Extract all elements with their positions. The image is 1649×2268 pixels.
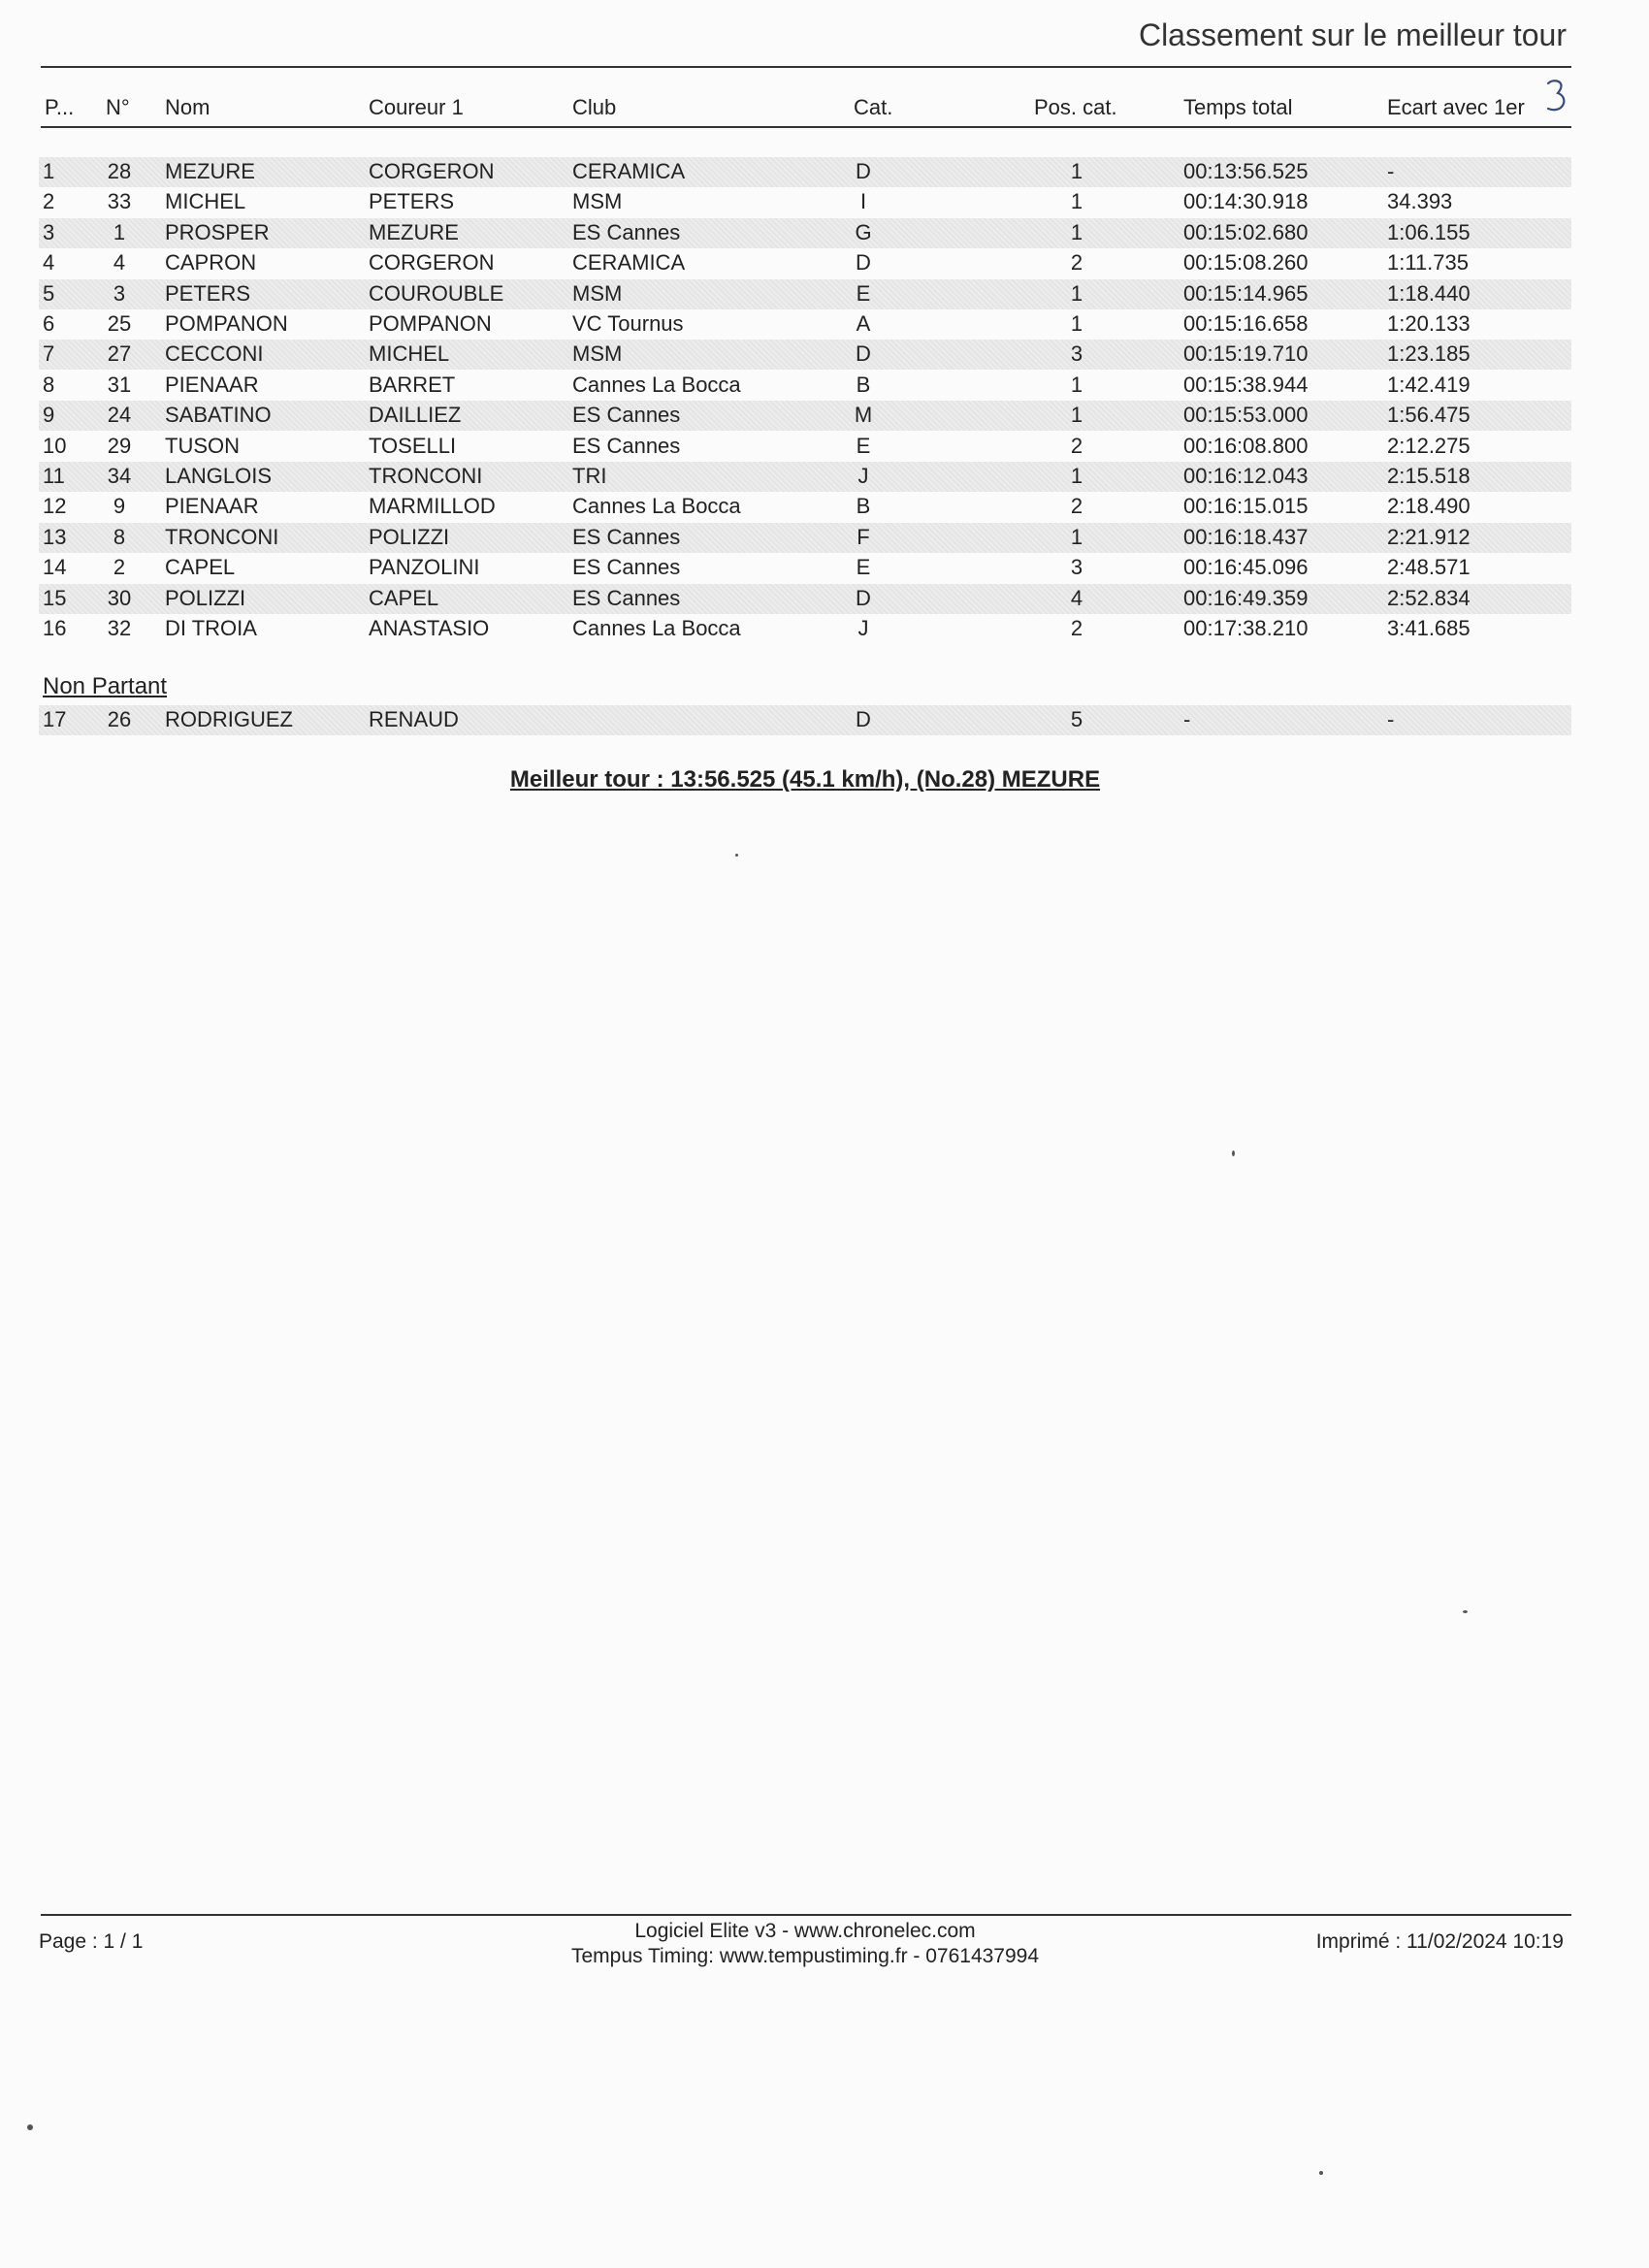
cell-temps: 00:15:19.710 [1183,341,1309,367]
cell-temps: 00:16:49.359 [1183,585,1309,610]
cell-coureur: MEZURE [369,219,459,244]
cell-poscat: 1 [1070,219,1083,244]
cell-no: 28 [107,159,132,183]
cell-temps: 00:15:02.680 [1183,219,1309,244]
col-header-coureur: Coureur 1 [369,95,464,119]
cell-cat: J [857,616,869,640]
cell-nom: MEZURE [165,159,255,183]
cell-nom: CAPRON [165,250,257,275]
cell-nom: MICHEL [165,189,246,214]
cell-cat: A [856,311,871,336]
cell-club: MSM [572,189,623,214]
cell-poscat: 2 [1070,616,1083,640]
cell-pos: 17 [43,707,67,731]
cell-pos: 4 [43,250,55,275]
cell-ecart: - [1387,707,1395,731]
cell-no: 26 [107,707,132,731]
cell-cat: B [856,372,871,397]
table-row [39,553,1571,583]
cell-no: 31 [107,372,132,397]
cell-pos: 7 [43,341,55,367]
cell-coureur: PANZOLINI [369,555,480,580]
cell-cat: E [856,433,871,458]
software-line-2: Tempus Timing: www.tempustiming.fr - 0761437994 [570,1945,1040,1967]
cell-no: 25 [107,311,132,336]
cell-pos: 1 [43,159,55,183]
cell-club: CERAMICA [572,250,686,275]
cell-ecart: 1:11.735 [1387,250,1470,275]
col-header-pos: P... [45,95,75,119]
table-row [39,523,1571,553]
cell-no: 9 [113,494,126,519]
cell-coureur: POLIZZI [369,524,450,549]
table-row [39,401,1571,431]
cell-poscat: 1 [1070,403,1083,428]
col-header-ecart: Ecart avec 1er [1387,95,1525,119]
cell-ecart: 3:41.685 [1387,616,1471,640]
cell-club: ES Cannes [572,555,681,580]
cell-poscat: 1 [1070,372,1083,397]
cell-cat: E [856,280,871,306]
table-row [39,462,1571,492]
table-row [39,614,1571,644]
cell-poscat: 1 [1070,311,1083,336]
cell-temps: 00:15:14.965 [1183,280,1309,306]
cell-ecart: 2:48.571 [1387,555,1471,580]
scan-speck [1319,2171,1323,2175]
cell-club: Cannes La Bocca [572,494,741,519]
cell-nom: TUSON [165,433,240,458]
cell-nom: PIENAAR [165,494,259,519]
table-row [39,187,1571,217]
cell-temps: 00:15:53.000 [1183,403,1309,428]
cell-coureur: COUROUBLE [369,280,504,306]
cell-club: ES Cannes [572,585,681,610]
cell-cat: E [856,555,871,580]
cell-ecart: 2:18.490 [1387,494,1471,519]
cell-temps: 00:16:12.043 [1183,464,1309,488]
cell-poscat: 4 [1070,585,1083,610]
page-number: Page : 1 / 1 [39,1930,144,1953]
cell-pos: 10 [43,433,67,458]
cell-nom: DI TROIA [165,616,257,640]
cell-poscat: 2 [1070,250,1083,275]
col-header-poscat: Pos. cat. [1034,95,1117,119]
cell-poscat: 2 [1070,433,1083,458]
cell-no: 27 [107,341,132,367]
cell-coureur: TOSELLI [369,433,457,458]
cell-no: 30 [107,585,132,610]
cell-cat: I [859,189,867,214]
cell-coureur: CAPEL [369,585,439,610]
cell-coureur: CORGERON [369,250,495,275]
cell-club: VC Tournus [572,311,684,336]
cell-cat: D [856,341,871,367]
cell-temps: 00:16:08.800 [1183,433,1309,458]
cell-pos: 15 [43,585,67,610]
header-rule-top [41,66,1571,68]
col-header-club: Club [572,95,617,119]
table-row [39,371,1571,401]
table-row [39,279,1571,309]
cell-no: 29 [107,433,132,458]
cell-temps: 00:16:18.437 [1183,524,1309,549]
best-lap-summary: Meilleur tour : 13:56.525 (45.1 km/h), (No.28) MEZURE [509,766,1101,793]
cell-cat: D [856,707,871,731]
cell-poscat: 3 [1070,341,1083,367]
software-line-1: Logiciel Elite v3 - www.chronelec.com [634,1920,976,1942]
cell-club: MSM [572,280,623,306]
cell-poscat: 3 [1070,555,1083,580]
cell-cat: D [856,159,871,183]
cell-ecart: 2:21.912 [1387,524,1471,549]
cell-coureur: MARMILLOD [369,494,496,519]
non-partant-label: Non Partant [43,673,168,699]
cell-no: 8 [113,524,126,549]
header-rule-bottom [41,126,1571,128]
table-row [39,340,1571,370]
cell-poscat: 2 [1070,494,1083,519]
cell-nom: RODRIGUEZ [165,707,293,731]
cell-club: CERAMICA [572,159,686,183]
cell-coureur: CORGERON [369,159,495,183]
cell-temps: 00:15:38.944 [1183,372,1309,397]
software-credit [466,1919,1145,1969]
page-title: Classement sur le meilleur tour [1138,17,1567,52]
cell-pos: 6 [43,311,55,336]
cell-nom: PIENAAR [165,372,259,397]
cell-coureur: ANASTASIO [369,616,490,640]
cell-pos: 5 [43,280,55,306]
cell-cat: D [856,250,871,275]
cell-pos: 9 [43,403,55,428]
cell-nom: LANGLOIS [165,464,273,488]
cell-poscat: 1 [1070,464,1083,488]
cell-ecart: 34.393 [1387,189,1453,214]
non-partant-row [39,705,1571,735]
cell-coureur: DAILLIEZ [369,403,462,428]
cell-coureur: POMPANON [369,311,492,336]
cell-poscat: 1 [1070,159,1083,183]
cell-pos: 13 [43,524,67,549]
cell-pos: 12 [43,494,67,519]
cell-cat: D [856,585,871,610]
cell-poscat: 1 [1070,280,1083,306]
cell-no: 34 [107,464,132,488]
table-row [39,309,1571,340]
cell-no: 1 [113,219,126,244]
cell-pos: 3 [43,219,55,244]
cell-ecart: 1:20.133 [1387,311,1471,336]
cell-ecart: 1:42.419 [1387,372,1471,397]
handwritten-mark [1544,78,1569,116]
cell-club: ES Cannes [572,219,681,244]
cell-club: ES Cannes [572,433,681,458]
cell-nom: POLIZZI [165,585,246,610]
cell-no: 4 [113,250,126,275]
cell-no: 32 [107,616,132,640]
cell-nom: TRONCONI [165,524,279,549]
cell-no: 3 [113,280,126,306]
cell-cat: M [854,403,873,428]
cell-pos: 8 [43,372,55,397]
cell-club: MSM [572,341,623,367]
cell-no: 2 [113,555,126,580]
cell-nom: PROSPER [165,219,270,244]
cell-temps: 00:16:45.096 [1183,555,1309,580]
cell-nom: POMPANON [165,311,288,336]
scan-speck [1463,1610,1468,1613]
cell-coureur: RENAUD [369,707,459,731]
cell-temps: 00:15:16.658 [1183,311,1309,336]
cell-temps: 00:17:38.210 [1183,616,1309,640]
cell-poscat: 5 [1070,707,1083,731]
cell-coureur: BARRET [369,372,456,397]
cell-ecart: 2:15.518 [1387,464,1471,488]
scan-speck [27,2124,33,2130]
cell-club: TRI [572,464,607,488]
cell-pos: 11 [43,464,65,488]
cell-ecart: 2:12.275 [1387,433,1471,458]
cell-ecart: - [1387,159,1395,183]
cell-club: ES Cannes [572,403,681,428]
cell-pos: 16 [43,616,67,640]
cell-pos: 2 [43,189,55,214]
cell-temps: - [1183,707,1191,731]
footer-rule [41,1914,1571,1916]
cell-ecart: 1:18.440 [1387,280,1471,306]
cell-ecart: 2:52.834 [1387,585,1471,610]
cell-ecart: 1:23.185 [1387,341,1471,367]
cell-cat: B [856,494,871,519]
cell-poscat: 1 [1070,524,1083,549]
table-row [39,218,1571,248]
cell-temps: 00:14:30.918 [1183,189,1309,214]
cell-no: 24 [107,403,132,428]
cell-no: 33 [107,189,132,214]
scan-speck [735,854,738,857]
cell-temps: 00:16:15.015 [1183,494,1309,519]
cell-nom: CAPEL [165,555,236,580]
cell-nom: CECCONI [165,341,264,367]
cell-ecart: 1:56.475 [1387,403,1471,428]
cell-temps: 00:15:08.260 [1183,250,1309,275]
table-row [39,157,1571,187]
cell-club: Cannes La Bocca [572,372,741,397]
col-header-temps: Temps total [1183,95,1293,119]
cell-cat: G [855,219,872,244]
cell-nom: PETERS [165,280,251,306]
cell-club: ES Cannes [572,524,681,549]
cell-coureur: PETERS [369,189,455,214]
table-row [39,584,1571,614]
scan-speck [1232,1150,1235,1156]
cell-temps: 00:13:56.525 [1183,159,1309,183]
table-row [39,248,1571,278]
cell-coureur: MICHEL [369,341,450,367]
col-header-cat: Cat. [854,95,893,119]
cell-club: Cannes La Bocca [572,616,741,640]
col-header-no: N° [106,95,130,119]
cell-pos: 14 [43,555,67,580]
cell-coureur: TRONCONI [369,464,483,488]
cell-nom: SABATINO [165,403,272,428]
table-row [39,432,1571,462]
cell-ecart: 1:06.155 [1387,219,1471,244]
cell-cat: F [857,524,870,549]
printed-date: Imprimé : 11/02/2024 10:19 [1315,1930,1564,1953]
cell-poscat: 1 [1070,189,1083,214]
cell-cat: J [857,464,869,488]
table-row [39,492,1571,522]
col-header-nom: Nom [165,95,210,119]
